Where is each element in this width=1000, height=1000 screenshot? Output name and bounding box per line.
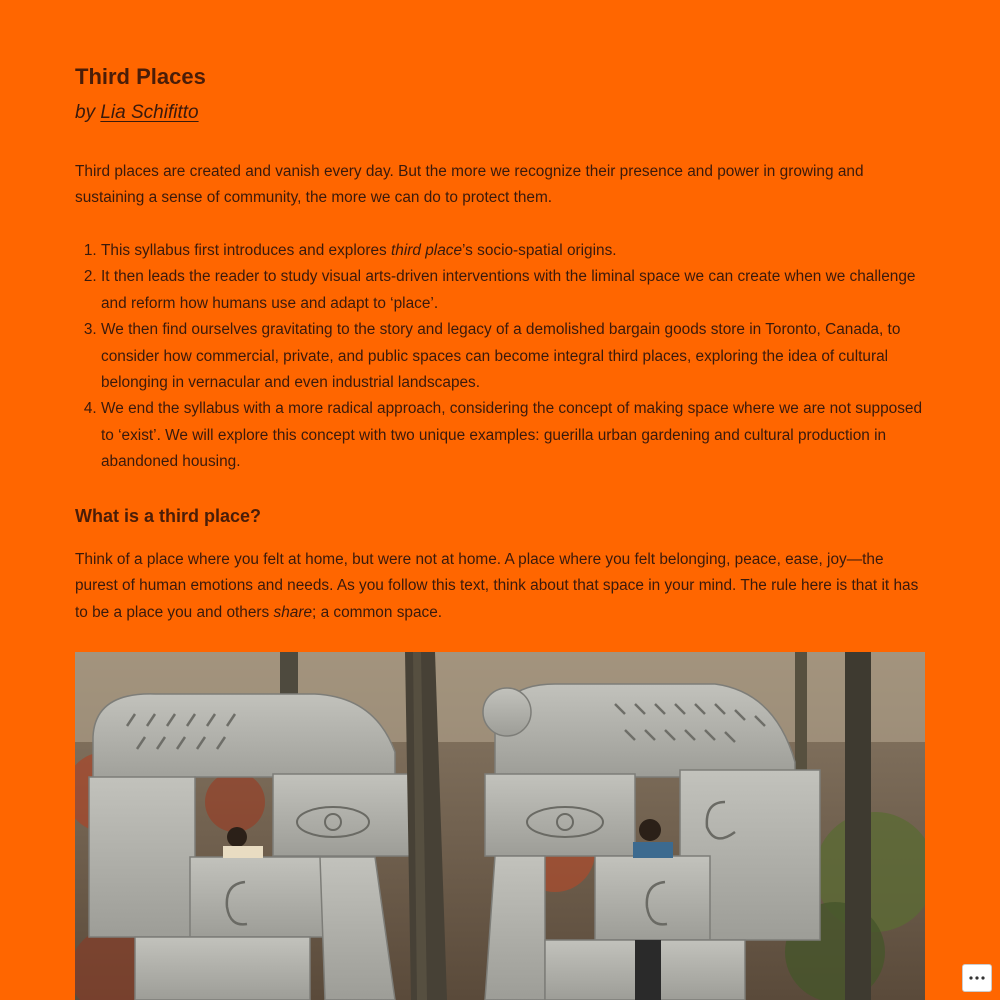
think-paragraph: Think of a place where you felt at home, but were not at home. A place where you felt belonging, peace, ease, joy—the purest of human emotions and needs. As you follow this text, think about that space in your mind. The rule here is that it has to be a place you and others share; a common space. xyxy=(75,551,919,621)
page-title: Third Places xyxy=(75,64,206,89)
section-heading: What is a third place? xyxy=(75,506,262,526)
intro-paragraph: Third places are created and vanish every day. But the more we recognize their presence and power in growing and sustaining a sense of community, the more we can do to protect them. xyxy=(75,163,864,207)
syllabus-item: 1. This syllabus first introduces and explores third place’s socio-spatial origins. xyxy=(101,238,925,264)
left-sculpture xyxy=(89,694,428,1000)
sculpture-photo xyxy=(75,652,925,1000)
more-options-button[interactable] xyxy=(962,964,992,992)
byline xyxy=(75,99,199,127)
byline-prefix: by xyxy=(75,102,101,123)
more-dots-icon xyxy=(969,976,985,980)
syllabus-item: 4. We end the syllabus with a more radical approach, considering the concept of making space where we are not supposed to ‘exist’. We will explore this concept with two unique examples: guerilla urban gardening and cultural production in abandoned housing. xyxy=(101,396,925,475)
author-link[interactable]: Lia Schifitto xyxy=(100,102,199,123)
syllabus-list xyxy=(75,238,925,476)
syllabus-item: 3. We then find ourselves gravitating to the story and legacy of a demolished bargain goods store in Toronto, Canada, to consider how commercial, private, and public spaces can become integral third places, exploring the idea of cultural belonging in vernacular and even industrial landscapes. xyxy=(101,317,925,396)
stone-head-sculptures-image xyxy=(75,652,925,1000)
syllabus-item: 2. It then leads the reader to study visual arts-driven interventions with the liminal space we can create when we challenge and reform how humans use and adapt to ‘place’. xyxy=(101,264,925,317)
